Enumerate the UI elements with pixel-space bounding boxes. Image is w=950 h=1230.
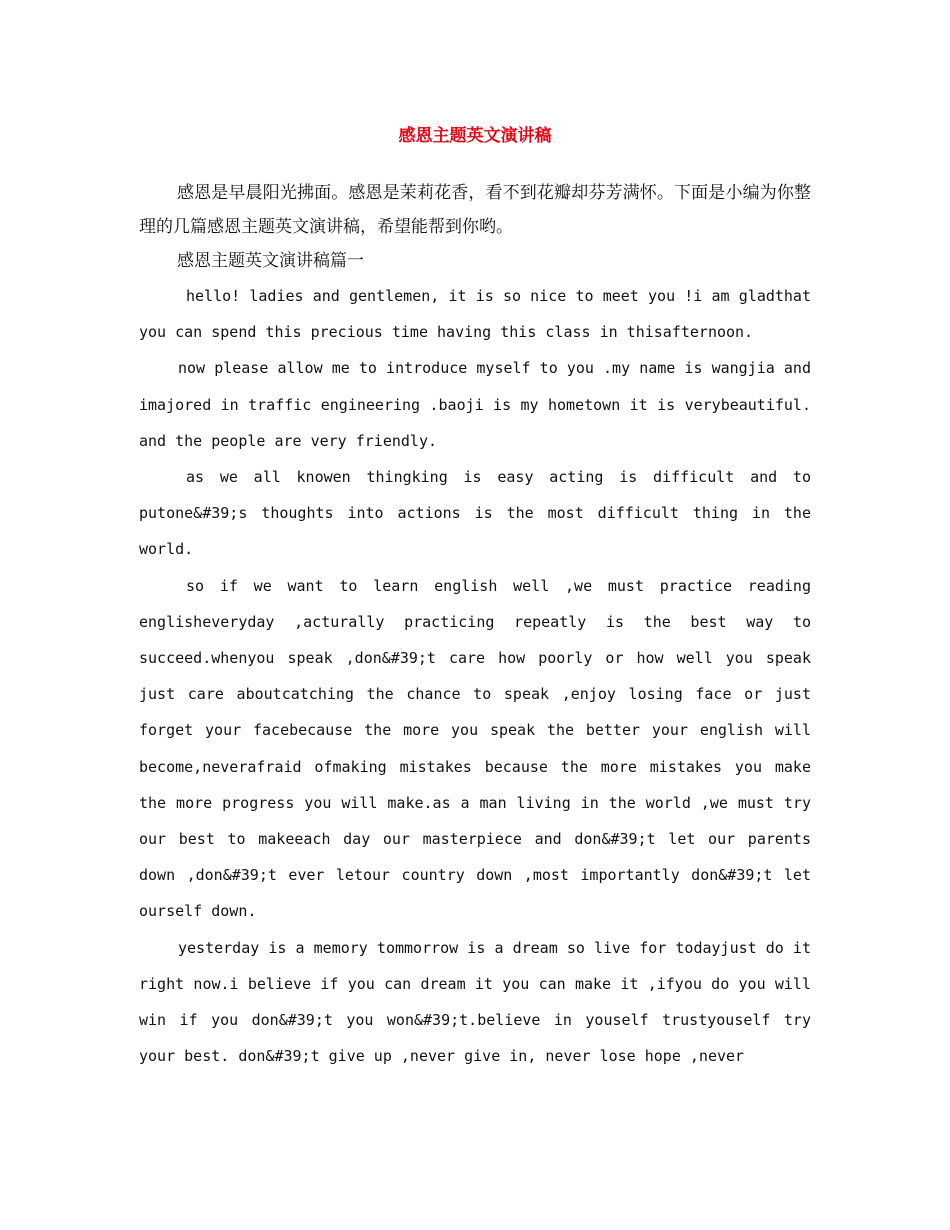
speech-paragraph-3: as we all knowen thingking is easy acting is difficult and to putone&#39;s thoughts into actions is the most difficult thing in the world. (139, 468, 811, 559)
intro-paragraph: 感恩是早晨阳光拂面。感恩是茉莉花香，看不到花瓣却芬芳满怀。下面是小编为你整理的几篇感恩主题英文演讲稿，希望能帮到你哟。 (139, 183, 811, 237)
speech-paragraph-1: hello! ladies and gentlemen, it is so nice to meet you !i am gladthat you can spend this precious time having this class in thisafternoon. (139, 287, 811, 342)
document-title: 感恩主题英文演讲稿 (398, 126, 552, 146)
section-heading: 感恩主题英文演讲稿篇一 (177, 251, 364, 271)
document-body (139, 118, 811, 1074)
speech-paragraph-2: now please allow me to introduce myself to you .my name is wangjia and imajored in traffic engineering .baoji is my hometown it is verybeautiful. and the people are very friendly. (139, 359, 811, 450)
speech-paragraph-5: yesterday is a memory tommorrow is a dream so live for todayjust do it right now.i believe if you can dream it you can make it ,ifyou do you will win if you don&#39;t you won&#39;t.believe in youself trustyouself try your best. don&#39;t give up ,never give in, never lose hope ,never (139, 938, 811, 1066)
speech-paragraph-4: so if we want to learn english well ,we must practice reading englisheveryday ,acturally practicing repeatly is the best way to succeed.whenyou speak ,don&#39;t care how poorly or how well you speak just care aboutcatching the chance to speak ,enjoy losing face or just forget your facebecause the more you speak the better your english will become,neverafraid ofmaking mistakes because the more mistakes you make the more progress you will make.as a man living in the world ,we must try our best to makeeach day our masterpiece and don&#39;t let our parents down ,don&#39;t ever letour country down ,most importantly don&#39;t let ourself down. (139, 576, 811, 921)
